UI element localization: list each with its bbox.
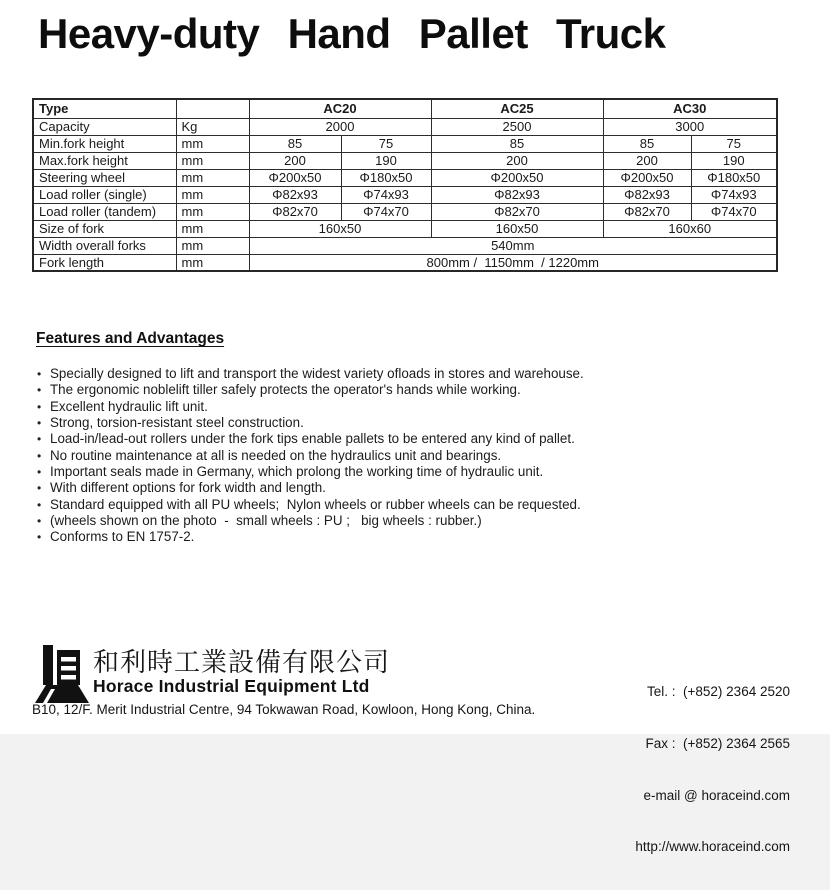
spec-cell: Φ200x50 — [431, 169, 603, 186]
header-unit — [176, 99, 249, 118]
spec-cell: 800mm / 1150mm / 1220mm — [249, 254, 777, 271]
row-unit: mm — [176, 220, 249, 237]
row-label: Load roller (tandem) — [33, 203, 176, 220]
spec-cell: 85 — [249, 135, 341, 152]
spec-cell: Φ82x70 — [249, 203, 341, 220]
spec-cell: 190 — [341, 152, 431, 169]
spec-cell: 200 — [603, 152, 691, 169]
spec-cell: Φ74x70 — [691, 203, 777, 220]
company-name-chinese: 和利時工業設備有限公司 — [93, 648, 391, 678]
feature-text: (wheels shown on the photo - small wheels : PU ; big wheels : rubber.) — [50, 513, 482, 529]
list-item — [37, 415, 767, 431]
spec-cell: Φ200x50 — [249, 169, 341, 186]
row-label: Width overall forks — [33, 237, 176, 254]
row-unit: mm — [176, 135, 249, 152]
feature-text: Conforms to EN 1757-2. — [50, 529, 195, 545]
row-unit: mm — [176, 169, 249, 186]
list-item — [37, 464, 767, 480]
bullet-icon: • — [37, 399, 42, 414]
email-line: e-mail @ horaceind.com — [643, 787, 790, 803]
table-row — [33, 135, 777, 152]
spec-cell: Φ74x93 — [341, 186, 431, 203]
spec-cell: 200 — [431, 152, 603, 169]
row-label: Min.fork height — [33, 135, 176, 152]
spec-cell: Φ74x93 — [691, 186, 777, 203]
spec-cell: 75 — [691, 135, 777, 152]
specification-table — [32, 98, 778, 272]
table-row — [33, 237, 777, 254]
table-row — [33, 169, 777, 186]
row-unit: Kg — [176, 118, 249, 135]
spec-cell: 540mm — [249, 237, 777, 254]
feature-text: Load-in/lead-out rollers under the fork tips enable pallets to be entered any kind of pallet. — [50, 431, 575, 447]
spec-cell: 85 — [431, 135, 603, 152]
list-item — [37, 497, 767, 513]
spec-cell: Φ82x93 — [431, 186, 603, 203]
header-ac25: AC25 — [431, 99, 603, 118]
bullet-icon: • — [37, 383, 42, 398]
spec-cell: 2000 — [249, 118, 431, 135]
feature-text: The ergonomic noblelift tiller safely protects the operator's hands while working. — [50, 382, 521, 398]
list-item — [37, 448, 767, 464]
company-name-english: Horace Industrial Equipment Ltd — [93, 676, 370, 696]
spec-cell: Φ82x93 — [249, 186, 341, 203]
spec-cell: Φ74x70 — [341, 203, 431, 220]
features-list — [37, 366, 767, 546]
row-label: Load roller (single) — [33, 186, 176, 203]
list-item — [37, 399, 767, 415]
bullet-icon: • — [37, 514, 42, 529]
spec-cell: 3000 — [603, 118, 777, 135]
row-unit: mm — [176, 186, 249, 203]
bullet-icon: • — [37, 465, 42, 480]
spec-cell: 85 — [603, 135, 691, 152]
feature-text: Specially designed to lift and transport the widest variety ofloads in stores and warehouse. — [50, 366, 584, 381]
row-unit: mm — [176, 152, 249, 169]
bullet-icon: • — [37, 367, 42, 381]
list-item — [37, 480, 767, 496]
feature-text: Strong, torsion-resistant steel construction. — [50, 415, 304, 431]
bullet-icon: • — [37, 448, 42, 463]
table-row — [33, 118, 777, 135]
features-heading: Features and Advantages — [36, 330, 225, 347]
row-unit: mm — [176, 203, 249, 220]
spec-cell: 160x50 — [249, 220, 431, 237]
spec-cell: Φ82x93 — [603, 186, 691, 203]
table-row — [33, 254, 777, 271]
website-line: http://www.horaceind.com — [635, 839, 790, 855]
header-ac20: AC20 — [249, 99, 431, 118]
bullet-icon: • — [37, 416, 42, 431]
spec-cell: Φ82x70 — [603, 203, 691, 220]
table-row — [33, 220, 777, 237]
row-label: Size of fork — [33, 220, 176, 237]
feature-text: No routine maintenance at all is needed on the hydraulics unit and bearings. — [50, 447, 502, 463]
horace-logo-icon — [34, 644, 90, 704]
bullet-icon: • — [37, 530, 42, 545]
spec-cell: 200 — [249, 152, 341, 169]
feature-text: Standard equipped with all PU wheels; Nylon wheels or rubber wheels can be requested. — [50, 496, 581, 512]
header-type: Type — [33, 99, 176, 118]
spec-cell: 2500 — [431, 118, 603, 135]
spec-cell: Φ200x50 — [603, 169, 691, 186]
feature-text: Important seals made in Germany, which prolong the working time of hydraulic unit. — [50, 464, 544, 480]
row-label: Fork length — [33, 254, 176, 271]
list-item — [37, 529, 767, 545]
spec-cell: Φ82x70 — [431, 203, 603, 220]
table-row — [33, 186, 777, 203]
spec-cell: 75 — [341, 135, 431, 152]
row-unit: mm — [176, 237, 249, 254]
table-row — [33, 203, 777, 220]
table-row — [33, 152, 777, 169]
spec-cell: 160x50 — [431, 220, 603, 237]
table-row — [33, 99, 777, 118]
bullet-icon: • — [37, 497, 42, 512]
row-label: Max.fork height — [33, 152, 176, 169]
list-item — [37, 366, 767, 382]
list-item — [37, 431, 767, 447]
row-label: Capacity — [33, 118, 176, 135]
spec-cell: 190 — [691, 152, 777, 169]
company-address: B10, 12/F. Merit Industrial Centre, 94 Tokwawan Road, Kowloon, Hong Kong, China. — [32, 702, 536, 717]
header-ac30: AC30 — [603, 99, 777, 118]
spec-cell: 160x60 — [603, 220, 777, 237]
list-item — [37, 382, 767, 398]
tel-line: Tel. : (+852) 2364 2520 — [647, 684, 790, 700]
feature-text: With different options for fork width and length. — [50, 480, 326, 496]
bullet-icon: • — [37, 432, 42, 447]
contact-block — [635, 649, 790, 890]
spec-cell: Φ180x50 — [691, 169, 777, 186]
row-label: Steering wheel — [33, 169, 176, 186]
row-unit: mm — [176, 254, 249, 271]
spec-cell: Φ180x50 — [341, 169, 431, 186]
page-title: Heavy-duty Hand Pallet Truck — [38, 10, 666, 57]
fax-line: Fax : (+852) 2364 2565 — [645, 736, 790, 752]
bullet-icon: • — [37, 481, 42, 496]
list-item — [37, 513, 767, 529]
feature-text: Excellent hydraulic lift unit. — [50, 398, 208, 414]
